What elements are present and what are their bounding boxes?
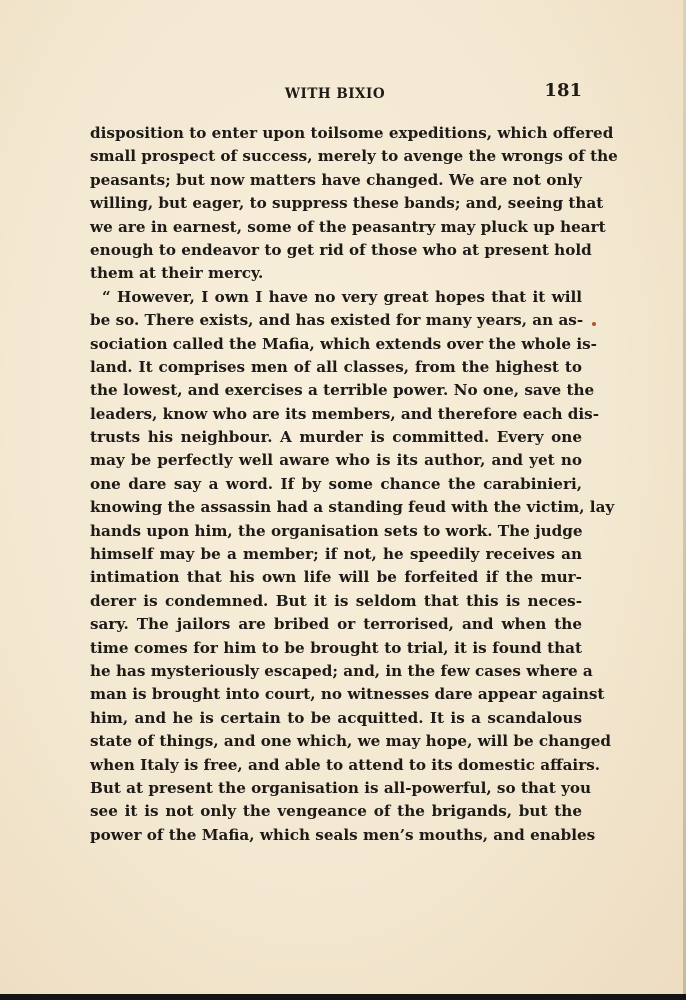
text-line: enough to endeavor to get rid of those who at present hold xyxy=(90,240,592,259)
text-line: he has mysteriously escaped; and, in the few cases where a xyxy=(90,661,593,680)
text-line: power of the Mafia, which seals men’s mouths, and enables xyxy=(90,825,596,844)
page-edge-bottom xyxy=(0,994,686,1000)
text-line: sociation called the Mafia, which extends over the whole is- xyxy=(90,334,597,353)
text-line: knowing the assassin had a standing feud with the victim, lay xyxy=(90,498,615,517)
text-line: peasants; but now matters have changed. We are not only xyxy=(90,170,582,189)
text-line: small prospect of success, merely to avenge the wrongs of the xyxy=(90,147,618,166)
page-header xyxy=(88,80,582,110)
text-line: derer is condemned. But it is seldom that this is neces- xyxy=(90,591,582,610)
text-line: see it is not only the vengeance of the brigands, but the xyxy=(90,802,582,821)
text-line: the lowest, and exercises a terrible power. No one, save the xyxy=(90,381,595,400)
running-head: WITH BIXIO xyxy=(284,86,386,102)
text-line: hands upon him, the organisation sets to work. The judge xyxy=(90,521,583,540)
page-number: 181 xyxy=(544,80,582,101)
text-line: them at their mercy. xyxy=(90,264,264,283)
text-line: himself may be a member; if not, he speedily receives an xyxy=(90,545,582,564)
text-line: we are in earnest, some of the peasantry may pluck up heart xyxy=(90,217,606,236)
text-line: time comes for him to be brought to trial, it is found that xyxy=(90,638,582,657)
text-line: sary. The jailors are bribed or terrorised, and when the xyxy=(90,615,582,634)
text-line: “ However, I own I have no very great hopes that it will xyxy=(102,287,582,306)
text-line: disposition to enter upon toilsome expeditions, which offered xyxy=(90,124,614,142)
ink-speck xyxy=(592,322,596,326)
text-line: But at present the organisation is all-powerful, so that you xyxy=(90,778,592,797)
text-line: one dare say a word. If by some chance the carabinieri, xyxy=(90,474,582,493)
text-line: willing, but eager, to suppress these bands; and, seeing that xyxy=(90,194,604,213)
text-line: leaders, know who are its members, and therefore each dis- xyxy=(90,404,600,423)
text-line: man is brought into court, no witnesses dare appear against xyxy=(90,685,605,704)
text-line: be so. There exists, and has existed for many years, an as- xyxy=(90,311,584,330)
body-text xyxy=(90,122,618,847)
text-line: may be perfectly well aware who is its author, and yet no xyxy=(90,451,582,470)
text-line: trusts his neighbour. A murder is committed. Every one xyxy=(90,428,582,447)
text-line: when Italy is free, and able to attend to its domestic affairs. xyxy=(90,755,601,774)
text-line: intimation that his own life will be forfeited if the mur- xyxy=(90,568,582,587)
text-line: him, and he is certain to be acquitted. It is a scandalous xyxy=(90,708,582,727)
text-line: land. It comprises men of all classes, from the highest to xyxy=(90,357,582,376)
text-line: state of things, and one which, we may hope, will be changed xyxy=(90,732,611,751)
